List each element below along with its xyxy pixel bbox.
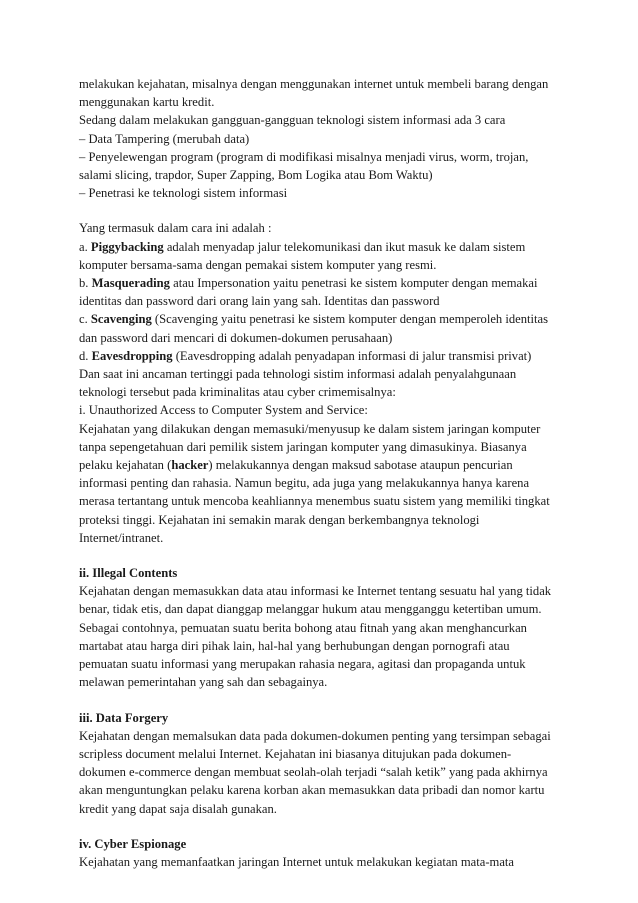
section-body-cyber-espionage: Kejahatan yang memanfaatkan jaringan Internet untuk melakukan kegiatan mata-mata [79,854,514,869]
item-text: (Scavenging yaitu penetrasi ke sistem komputer dengan memperoleh identitas dan password dari mencari di dokumen-dokumen perusahaan) [79,312,549,345]
term-scavenging: Scavenging [90,312,152,327]
item-eavesdropping [79,347,569,365]
section-body-data-forgery: Kejahatan dengan memalsukan data pada dokumen-dokumen penting yang tersimpan sebagai scripless document melalui Internet. Kejahatan ini biasanya ditujukan pada dokumen- dokumen e-commerce dengan membuat seolah-olah terjadi “salah ketik” yang pada akhirnya akan menguntungkan pelaku karena korban akan memasukkan data pribadi dan nomor kartu kredit yang dapat saja disalah gunakan. [79,728,551,816]
spacer [79,692,569,709]
term-eavesdropping: Eavesdropping [91,348,173,363]
term-piggybacking: Piggybacking [90,239,164,254]
document-page [79,75,569,871]
body-text: ) melakukannya dengan maksud sabotase ataupun pencurian informasi penting dan rahasia. Namun begitu, ada juga yang melakukannya hanya karena merasa tertantang untuk mencoba keahliannya menembus suatu sistem yang memiliki tingkat proteksi tinggi. Kejahatan ini semakin marak dengan berkembangnya teknologi Internet/intranet. [79,458,550,545]
item-prefix: d. [79,348,92,363]
item-prefix: a. [79,239,91,254]
spacer [79,547,569,564]
item-prefix: b. [79,276,92,291]
item-prefix: c. [79,312,91,327]
section-title-data-forgery: iii. Data Forgery [79,710,169,725]
section-title-cyber-espionage: iv. Cyber Espionage [79,836,187,851]
item-text: atau Impersonation yaitu penetrasi ke sistem komputer dengan memakai identitas dan password dari orang lain yang sah. Identitas dan password [79,276,538,309]
threat-paragraph: Dan saat ini ancaman tertinggi pada tehnologi sistim informasi adalah penyalahgunaan teknologi tersebut pada kriminalitas atau cyber crimemisalnya: i. Unauthorized Access to Computer System and Service: [79,367,517,418]
item-text: adalah menyadap jalur telekomunikasi dan ikut masuk ke dalam sistem komputer bersama-sama dengan pemakai sistem komputer yang resmi. [79,239,526,272]
item-scavenging [79,310,569,346]
term-masquerading: Masquerading [91,276,170,291]
section-body-illegal-contents: Kejahatan dengan memasukkan data atau informasi ke Internet tentang sesuatu hal yang tidak benar, tidak etis, dan dapat dianggap melanggar hukum atau mengganggu ketertiban umum. Sebagai contohnya, pemuatan suatu berita bohong atau fitnah yang akan menghancurkan martabat atau harga diri pihak lain, hal-hal yang berhubungan dengan pornografi atau pemuatan suatu informasi yang merupakan rahasia negara, agitasi dan propaganda untuk melawan pemerintahan yang sah dan sebagainya. [79,584,552,690]
item-text: (Eavesdropping adalah penyadapan informasi di jalur transmisi privat) [172,348,532,363]
methods-intro: Yang termasuk dalam cara ini adalah : [79,221,272,236]
unauthorized-access-body [79,420,569,547]
item-masquerading [79,274,569,310]
section-title-illegal-contents: ii. Illegal Contents [79,566,178,581]
item-piggybacking [79,238,569,274]
body-text: Kejahatan yang dilakukan dengan memasuki/menyusup ke dalam sistem jaringan komputer tanpa sepengetahuan dari pemilik sistem jaringan komputer yang dimasukinya. Biasanya pelaku kejahatan ( [79,421,541,473]
term-hacker: hacker [171,458,209,473]
spacer [79,818,569,835]
spacer [79,202,569,219]
intro-paragraph: melakukan kejahatan, misalnya dengan menggunakan internet untuk membeli barang dengan menggunakan kartu kredit. Sedang dalam melakukan gangguan-gangguan teknologi sistem informasi ada 3 cara – Data Tampering (merubah data) – Penyelewengan program (program di modifikasi misalnya menjadi virus, worm, trojan, salami slicing, trapdor, Super Zapping, Bom Logika atau Bom Waktu) – Penetrasi ke teknologi sistem informasi [79,77,549,201]
